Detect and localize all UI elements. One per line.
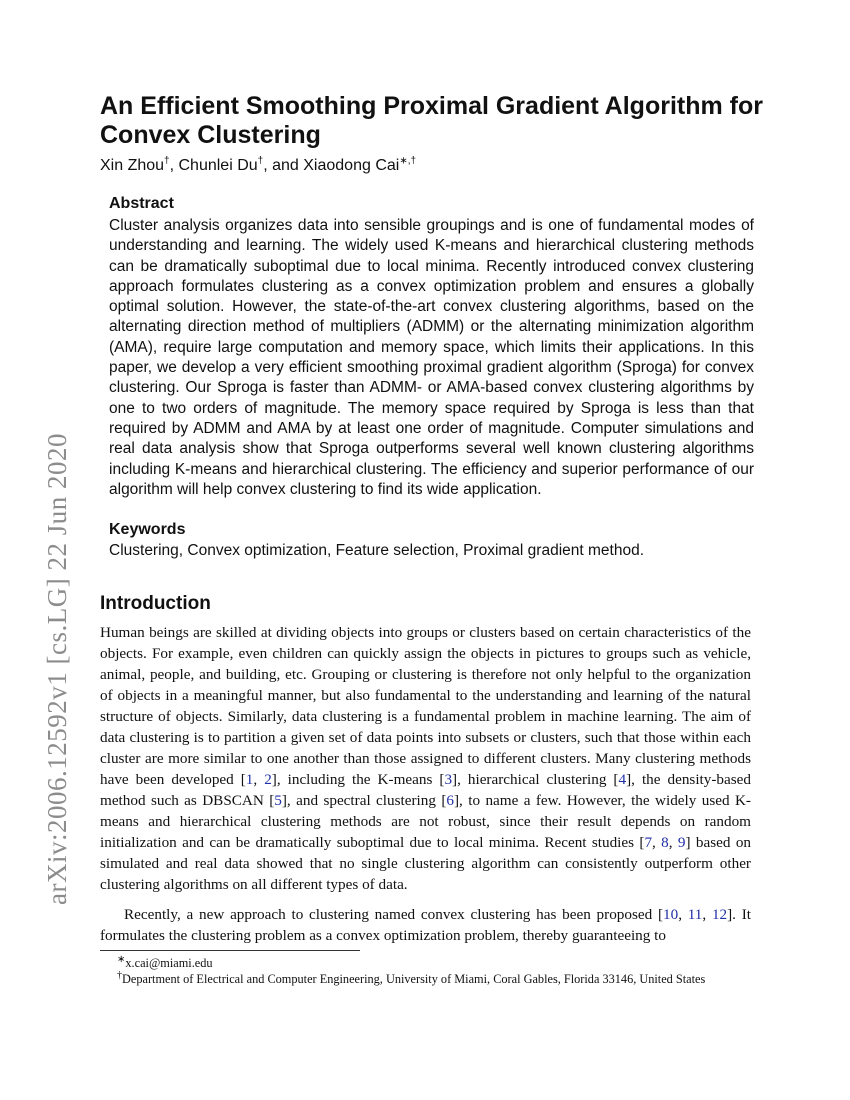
citation-link[interactable]: 9 [677,834,686,851]
body-text: ], including the K-means [ [271,771,445,788]
abstract-text: Cluster analysis organizes data into sensible groupings and is one of fundamental modes of understanding and learning. The widely used K-means and hierarchical clustering methods can be dramatically suboptimal due to local minima. Recently introduced convex clustering approach formulates clustering as a convex optimization problem and ensures a globally optimal solution. However, the state-of-the-art convex clustering algorithms, based on the alternating direction method of multipliers (ADMM) or the alternating minimization algorithm (AMA), require large computation and memory space, which limits their applications. In this paper, we develop a very efficient smoothing proximal gradient algorithm (Sproga) for convex clustering. Our Sproga is faster than ADMM- or AMA-based convex clustering algorithms by one to two orders of magnitude. The memory space required by Sproga is less than that required by ADMM and AMA by at least one order of magnitude. Computer simulations and real data analysis show that Sproga outperforms several well known clustering algorithms including K-means and hierarchical clustering. The efficiency and superior performance of our algorithm will help convex clustering to find its wide application. [109,217,754,498]
citation-link[interactable]: 3 [444,771,453,788]
body-text: ], and spectral clustering [ [281,792,447,809]
affiliation-mark: ∗,† [399,155,417,167]
body-text: , [253,771,265,788]
arxiv-side-stamp: arXiv:2006.12592v1 [cs.LG] 22 Jun 2020 [42,433,72,905]
citation-link[interactable]: 11 [687,906,703,923]
citation-link[interactable]: 10 [663,906,679,923]
keywords-text: Clustering, Convex optimization, Feature selection, Proximal gradient method. [109,542,645,559]
footnote-email [100,955,751,972]
body-text: , [652,834,662,851]
author-separator: , [169,157,179,174]
body-text: Recently, a new approach to clustering named convex clustering has been proposed [ [124,906,664,923]
body-text: ] based on simulated and real data showed that no single clustering algorithm can consistently outperform other clustering algorithms on all different types of data. [100,834,752,893]
body-text: , [678,906,688,923]
author-separator: , and [263,157,304,174]
body-text: , [668,834,678,851]
citation-link[interactable]: 4 [618,771,627,788]
author-list [100,157,416,175]
footnote-mark: † [117,969,122,981]
body-text: ]. It formulates the clustering problem as a convex optimization problem, thereby guaranteeing to [100,906,752,944]
author-name: Chunlei Du [178,157,258,174]
affiliation-mark: † [257,155,264,167]
author-name: Xiaodong Cai [303,157,400,174]
citation-link[interactable]: 12 [711,906,728,923]
intro-paragraph-2 [100,904,751,946]
citation-link[interactable]: 5 [274,792,282,809]
body-text: ], to name a few. However, the widely used K-means and hierarchical clustering methods are not robust, since their result depends on random initialization and can be dramatically suboptimal due to local minima. Recent studies [ [100,792,751,851]
body-text: ], the density-based method such as DBSCAN [ [100,771,752,809]
abstract-heading: Abstract [109,195,174,212]
affiliation-mark: † [164,155,170,167]
citation-link[interactable]: 7 [644,834,653,851]
body-text: ], hierarchical clustering [ [452,771,619,788]
paper-title: An Efficient Smoothing Proximal Gradient Algorithm for Convex Clustering [100,92,763,149]
body-text: , [702,906,712,923]
footnote-divider [100,950,360,951]
footnote-affiliation [100,971,751,988]
email-link[interactable]: x.cai@miami.edu [125,956,213,970]
introduction-heading: Introduction [100,593,211,614]
body-text: Human beings are skilled at dividing objects into groups or clusters based on certain characteristics of the objects. For example, even children can quickly assign the objects in pictures to groups such as vehicle, animal, people, and building, etc. Grouping or clustering is therefore not only helpful to the organization of objects in a meaningful manner, but also fundamental to the understanding and learning of the natural structure of objects. Similarly, data clustering is a fundamental problem in machine learning. The aim of data clustering is to partition a given set of data points into subsets or clusters, such that those within each cluster are more similar to one another than those assigned to different clusters. Many clustering methods have been developed [ [100,624,751,788]
citation-link[interactable]: 2 [264,771,272,788]
intro-paragraph-1 [100,622,751,895]
citation-link[interactable]: 1 [245,771,254,788]
citation-link[interactable]: 8 [661,834,669,851]
footnote-mark: ∗ [117,953,126,965]
keywords-heading: Keywords [109,521,186,538]
citation-link[interactable]: 6 [446,792,454,809]
affiliation-text: Department of Electrical and Computer Engineering, University of Miami, Coral Gables, Florida 33146, United States [122,972,706,986]
author-name: Xin Zhou [100,157,165,174]
